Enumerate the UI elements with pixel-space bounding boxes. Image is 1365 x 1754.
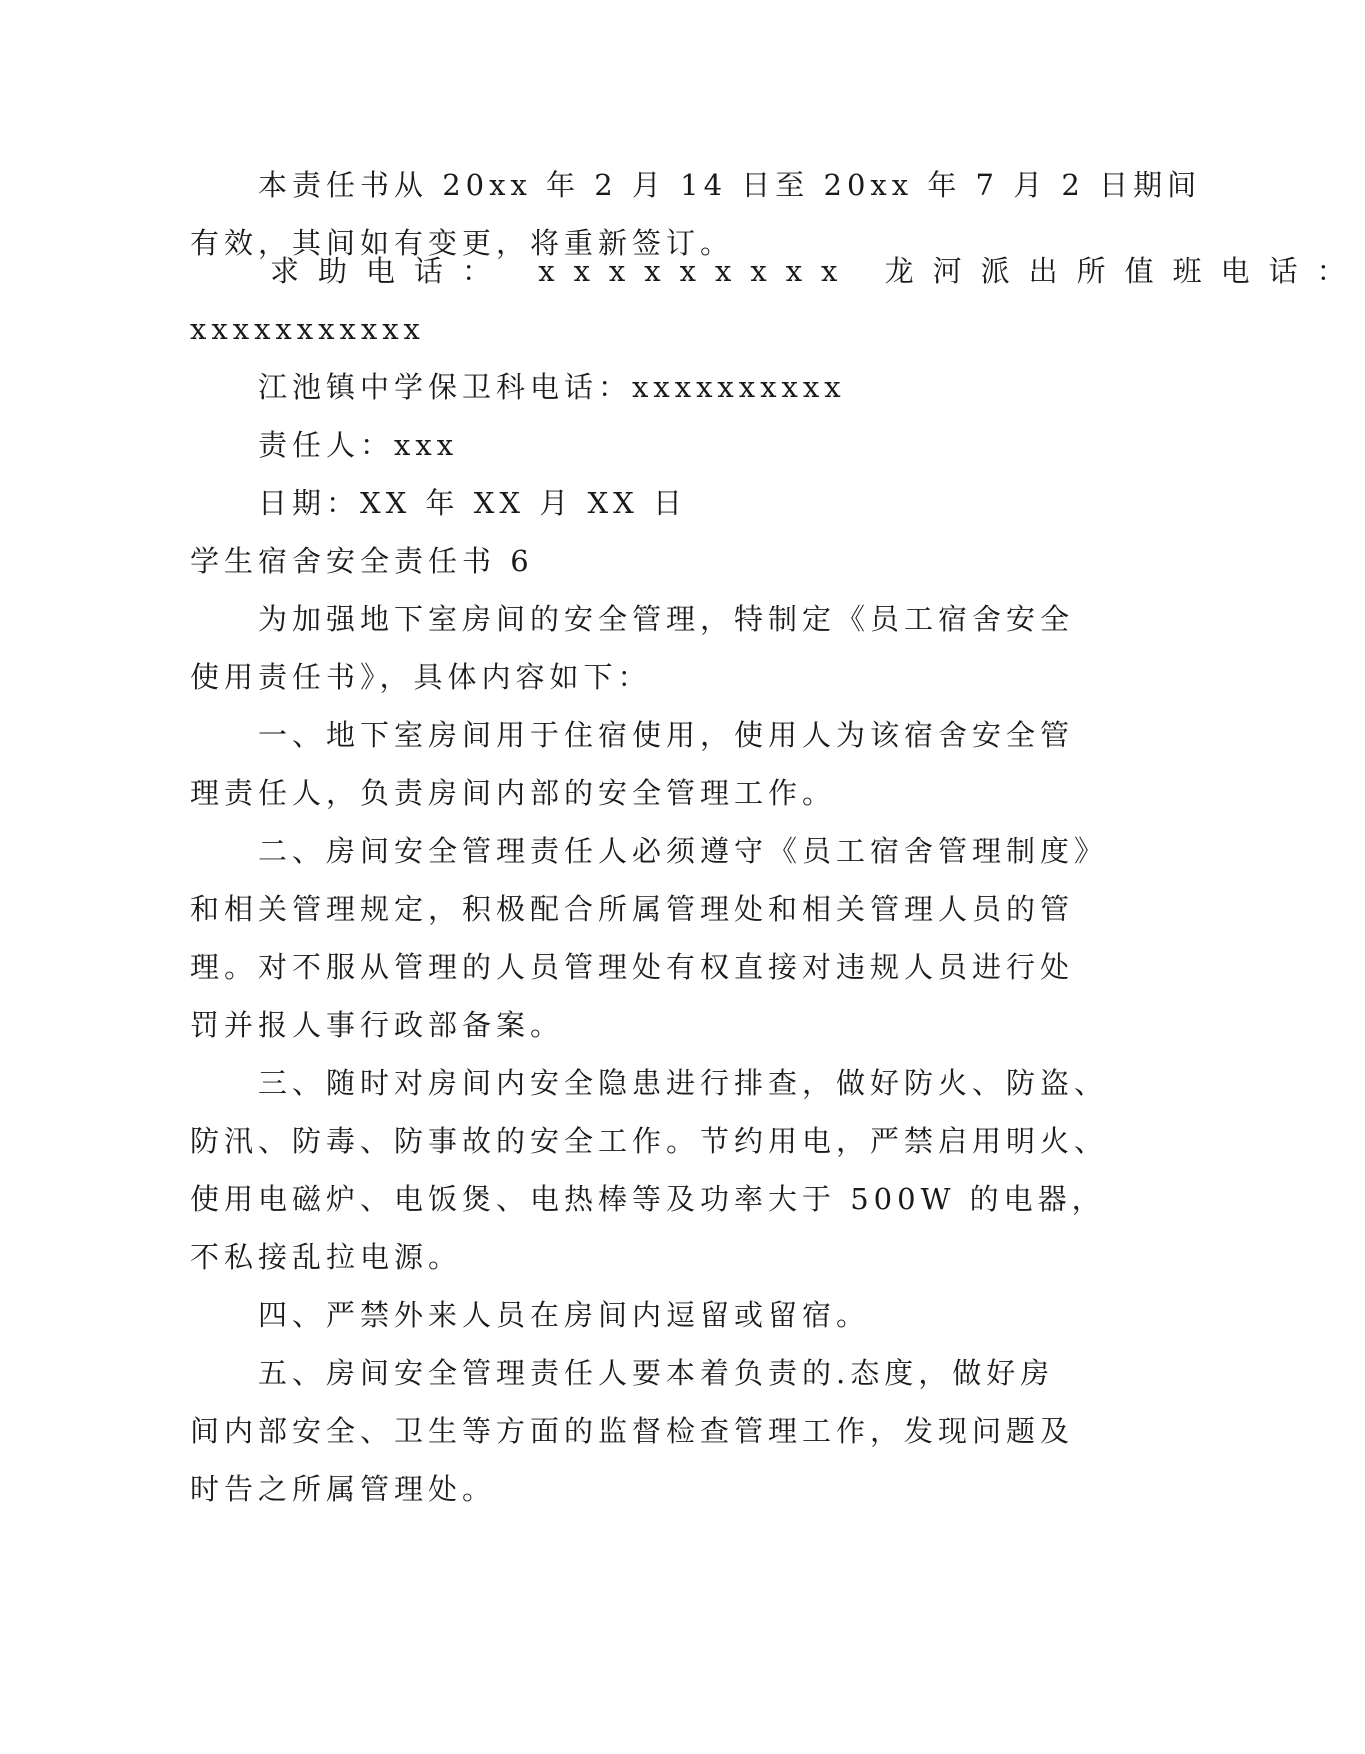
- intro-line-2: 使用责任书》，具体内容如下：: [190, 660, 652, 694]
- item-5-line-3: 时告之所属管理处。: [190, 1472, 497, 1506]
- responsible-person-line: 责任人：xxx: [258, 428, 459, 462]
- item-5-line-2: 间内部安全、卫生等方面的监督检查管理工作，发现问题及: [190, 1414, 1075, 1448]
- item-2-line-3: 理。对不服从管理的人员管理处有权直接对违规人员进行处: [190, 950, 1075, 984]
- item-2-line-2: 和相关管理规定，积极配合所属管理处和相关管理人员的管: [190, 892, 1075, 926]
- section-title: 学生宿舍安全责任书 6: [190, 544, 534, 578]
- validity-line-2: 有效，其间如有变更，将重新签订。: [190, 226, 735, 260]
- item-2-line-4: 罚并报人事行政部备案。: [190, 1008, 565, 1042]
- help-phone-line: 求助电话： xxxxxxxxx 龙河派出所值班电话：: [270, 254, 1365, 288]
- security-phone-line: 江池镇中学保卫科电话：xxxxxxxxxx: [258, 370, 846, 404]
- help-phone-number: xxxxxxxxxxx: [190, 312, 425, 346]
- item-1-line-1: 一、地下室房间用于住宿使用，使用人为该宿舍安全管: [258, 718, 1075, 752]
- intro-line-1: 为加强地下室房间的安全管理，特制定《员工宿舍安全: [258, 602, 1075, 636]
- validity-line-1: 本责任书从 20xx 年 2 月 14 日至 20xx 年 7 月 2 日期间: [258, 168, 1202, 202]
- item-5-line-1: 五、房间安全管理责任人要本着负责的.态度，做好房: [258, 1356, 1055, 1390]
- item-4-line-1: 四、严禁外来人员在房间内逗留或留宿。: [258, 1298, 871, 1332]
- date-line: 日期：XX 年 XX 月 XX 日: [258, 486, 687, 520]
- item-3-line-1: 三、随时对房间内安全隐患进行排查，做好防火、防盗、: [258, 1066, 1109, 1100]
- item-1-line-2: 理责任人，负责房间内部的安全管理工作。: [190, 776, 837, 810]
- item-3-line-2: 防汛、防毒、防事故的安全工作。节约用电，严禁启用明火、: [190, 1124, 1109, 1158]
- item-2-line-1: 二、房间安全管理责任人必须遵守《员工宿舍管理制度》: [258, 834, 1109, 868]
- item-3-line-4: 不私接乱拉电源。: [190, 1240, 463, 1274]
- item-3-line-3: 使用电磁炉、电饭煲、电热棒等及功率大于 500W 的电器，: [190, 1182, 1106, 1216]
